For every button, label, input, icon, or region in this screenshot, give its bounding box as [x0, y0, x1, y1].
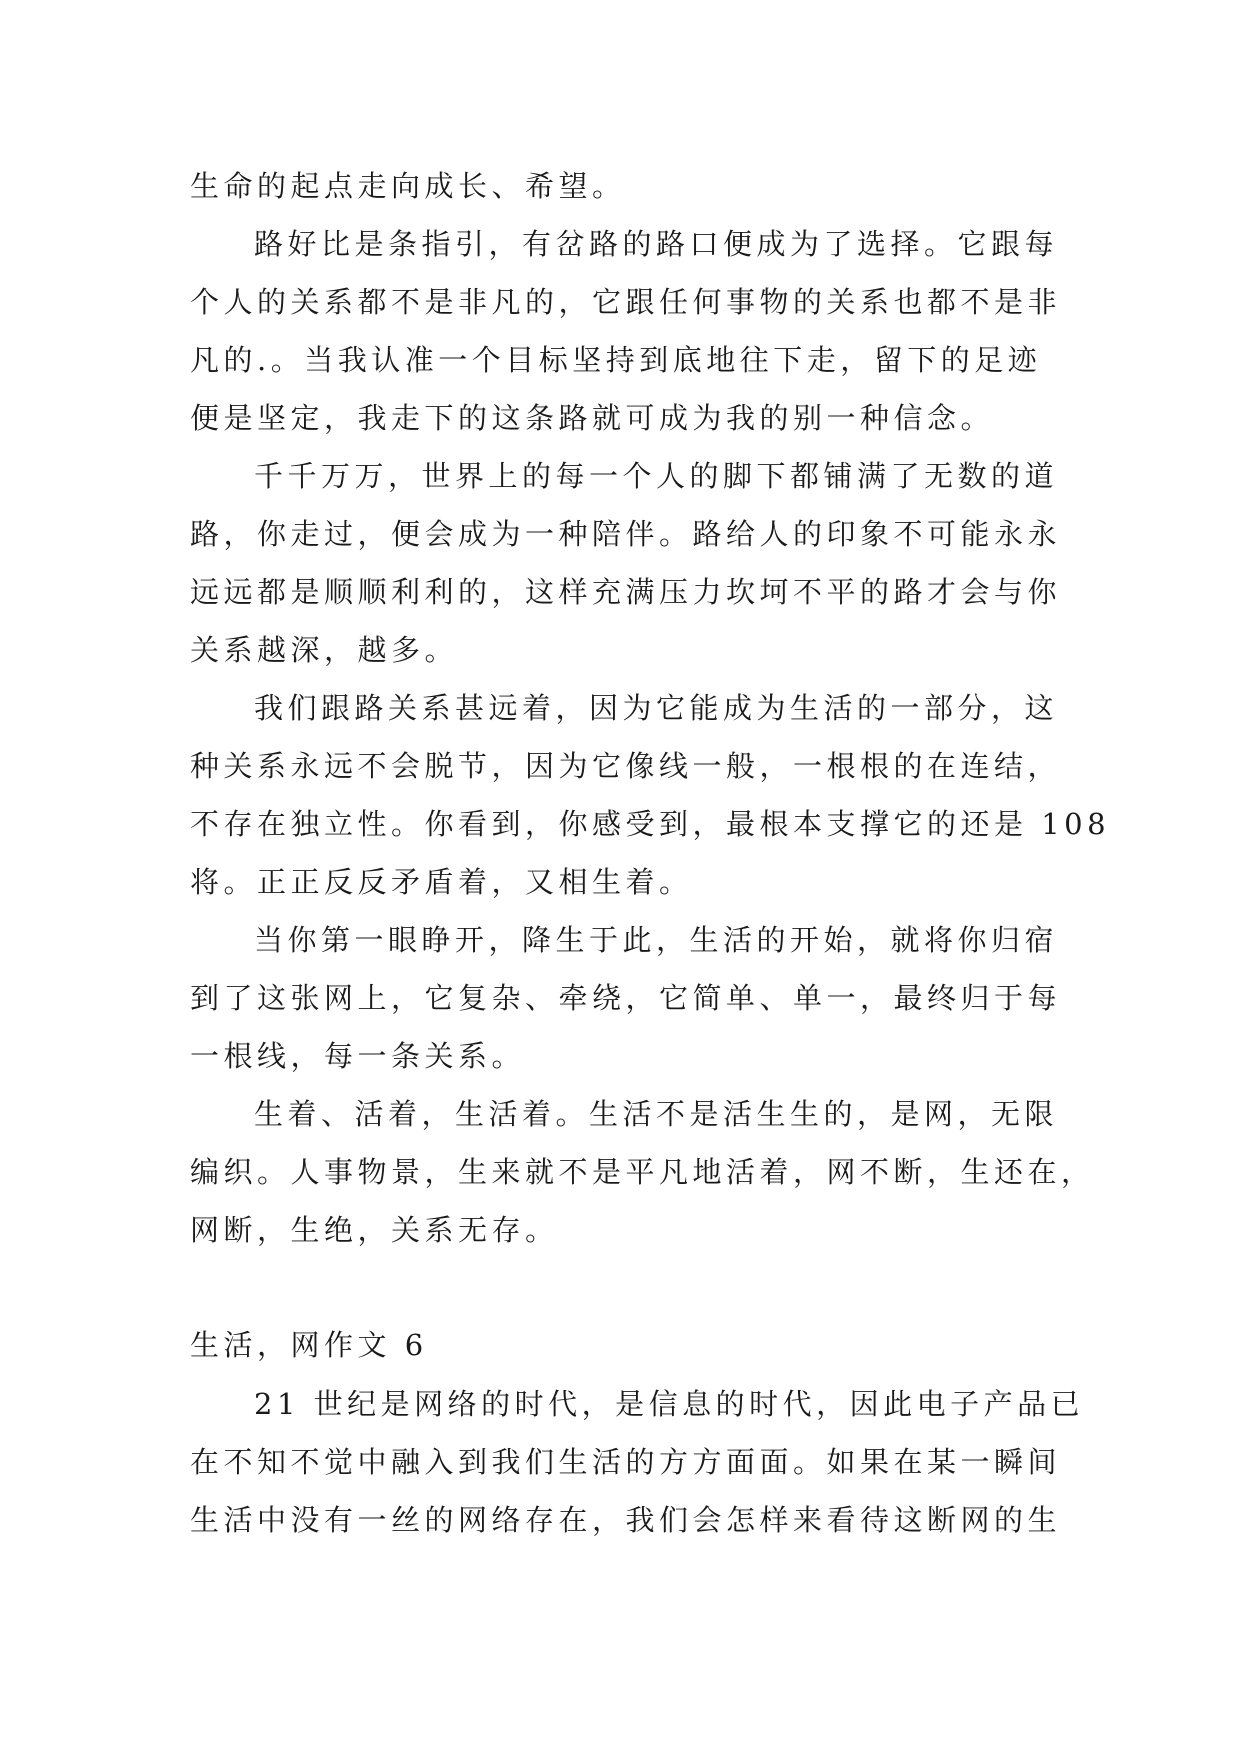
paragraph-line: 种关系永远不会脱节，因为它像线一般，一根根的在连结， [190, 749, 1062, 783]
paragraph-line: 凡的.。当我认准一个目标坚持到底地往下走，留下的足迹 [190, 343, 1042, 377]
paragraph-line: 个人的关系都不是非凡的，它跟任何事物的关系也都不是非 [190, 285, 1062, 319]
paragraph-line: 关系越深，越多。 [190, 633, 459, 667]
paragraph-line: 我们跟路关系甚远着，因为它能成为生活的一部分，这 [254, 691, 1059, 725]
paragraph-line: 路，你走过，便会成为一种陪伴。路给人的印象不可能永永 [190, 517, 1062, 551]
paragraph-line: 21 世纪是网络的时代，是信息的时代，因此电子产品已 [254, 1387, 1085, 1421]
paragraph-line: 生活中没有一丝的网络存在，我们会怎样来看待这断网的生 [190, 1503, 1062, 1537]
paragraph-line: 生着、活着，生活着。生活不是活生生的，是网，无限 [254, 1097, 1059, 1131]
paragraph-line: 在不知不觉中融入到我们生活的方方面面。如果在某一瞬间 [190, 1445, 1062, 1479]
paragraph-line: 到了这张网上，它复杂、牵绕，它简单、单一，最终归于每 [190, 981, 1062, 1015]
paragraph-line: 路好比是条指引，有岔路的路口便成为了选择。它跟每 [254, 227, 1059, 261]
paragraph-line: 一根线，每一条关系。 [190, 1039, 526, 1073]
paragraph-line: 当你第一眼睁开，降生于此，生活的开始，就将你归宿 [254, 923, 1059, 957]
paragraph-line: 网断，生绝，关系无存。 [190, 1213, 559, 1247]
paragraph-line: 千千万万，世界上的每一个人的脚下都铺满了无数的道 [254, 459, 1059, 493]
section-heading: 生活，网作文 6 [190, 1328, 428, 1362]
paragraph-line: 将。正正反反矛盾着，又相生着。 [190, 865, 693, 899]
paragraph-line: 不存在独立性。你看到，你感受到，最根本支撑它的还是 108 [190, 807, 1111, 841]
paragraph-line: 生命的起点走向成长、希望。 [190, 169, 626, 203]
paragraph-line: 远远都是顺顺利利的，这样充满压力坎坷不平的路才会与你 [190, 575, 1062, 609]
paragraph-line: 便是坚定，我走下的这条路就可成为我的别一种信念。 [190, 401, 995, 435]
paragraph-line: 编织。人事物景，生来就不是平凡地活着，网不断，生还在， [190, 1155, 1095, 1189]
